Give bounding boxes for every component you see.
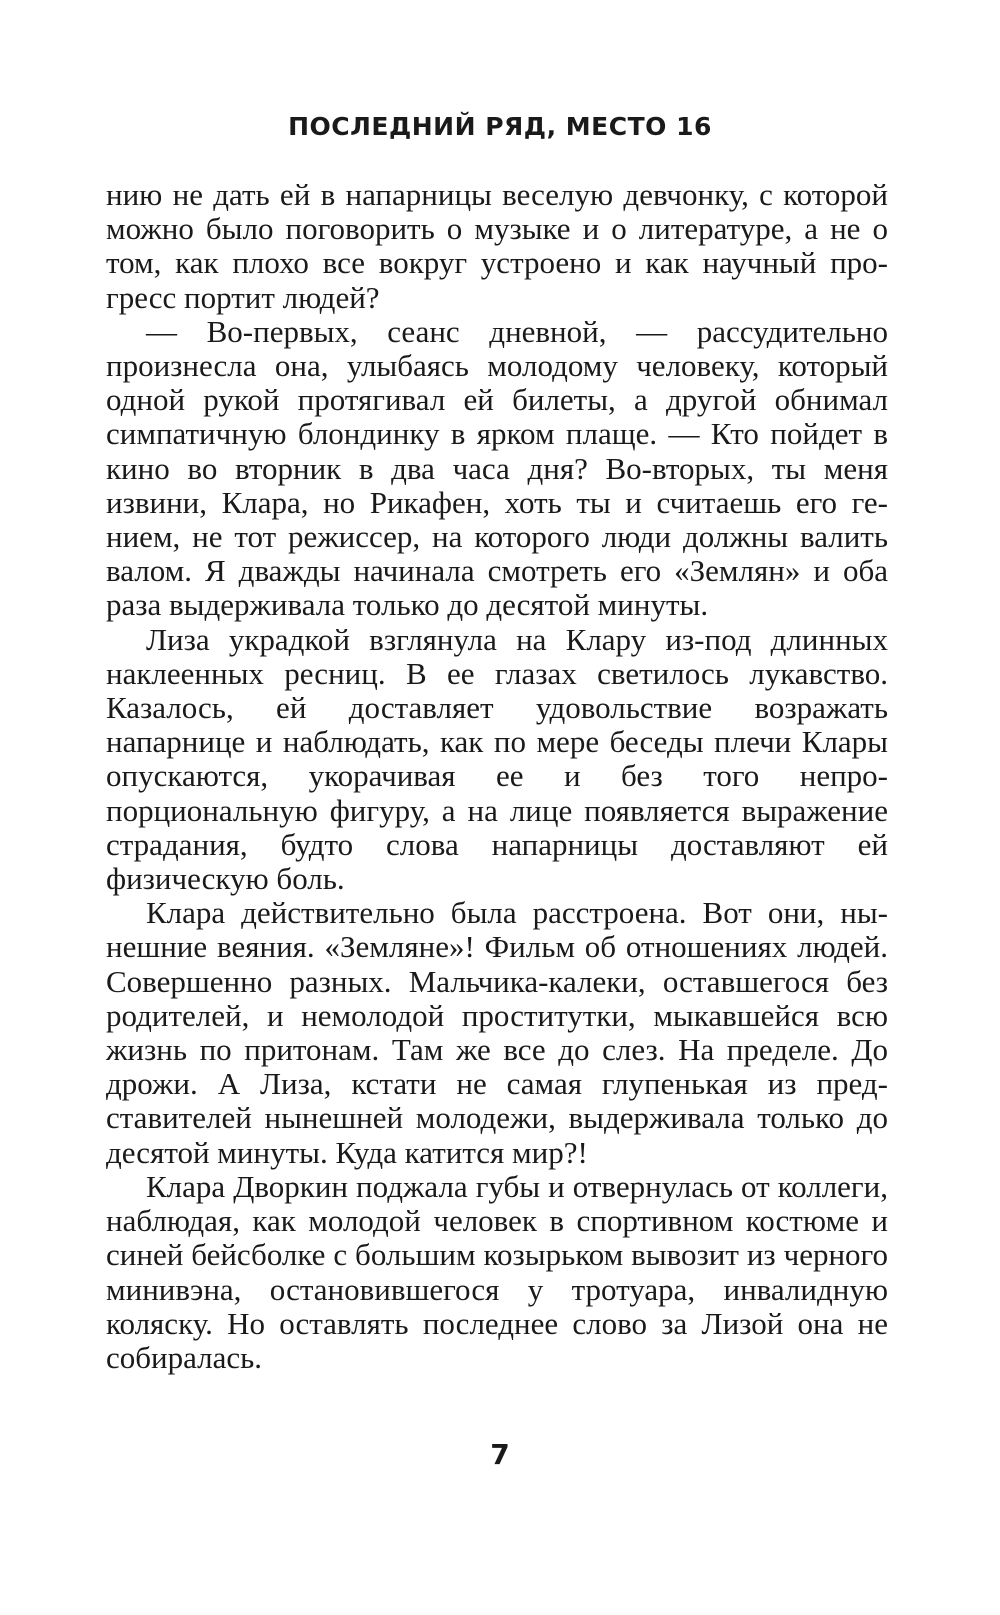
paragraph-continuation: нию не дать ей в напарницы веселую девчонку, с которой можно было поговорить о музыке и о литературе, а не о том, как плохо все вокруг устроено и как научный прогресс портит людей? <box>106 177 888 315</box>
paragraph: Клара Дворкин поджала губы и отвернулась от коллеги, наблюдая, как молодой человек в спортивном костюме и синей бейсболке с большим козырьком вывозит из черного минивэна, остановившегося у тротуара, инвалидную коляску. Но оставлять последнее слово за Лизой она не собиралась. <box>106 1168 888 1375</box>
body-text <box>106 178 888 1375</box>
paragraph: Клара действительно была расстроена. Вот они, нынешние веяния. «Земляне»! Фильм об отношениях людей. Совершенно разных. Мальчика-калеки, оставшегося без родителей, и немолодой проститутки, мыкавшейся всю жизнь по притонам. Там же все до слез. На пределе. До дрожи. А Лиза, кстати не самая глупенькая из представителей нынешней молодежи, выдерживала только до десятой минуты. Куда катится мир?! <box>106 895 888 1170</box>
running-header-title: ПОСЛЕДНИЙ РЯД, МЕСТО 16 <box>288 112 712 141</box>
paragraph: Лиза украдкой взглянула на Клару из-под длинных наклеенных ресниц. В ее глазах светилось лукавство. Казалось, ей доставляет удовольствие возражать напарнице и наблюдать, как по мере беседы плечи Клары опускаются, укорачивая ее и без того непропорциональную фигуру, а на лице появляется выражение страдания, будто слова напарницы доставляют ей физическую боль. <box>106 621 888 897</box>
paragraph: — Во-первых, сеанс дневной, — рассудительно произнесла она, улыбаясь молодому человеку, который одной рукой протягивал ей билеты, а другой обнимал симпатичную блондинку в ярком плаще. — Кто пойдет в кино во вторник в два часа дня? Во-вторых, ты меня извини, Клара, но Рикафен, хоть ты и считаешь его гением, не тот режиссер, на которого люди должны валить валом. Я дважды начинала смотреть его «Землян» и оба раза выдерживала только до десятой минуты. <box>106 313 888 623</box>
page-number: 7 <box>490 1438 510 1471</box>
